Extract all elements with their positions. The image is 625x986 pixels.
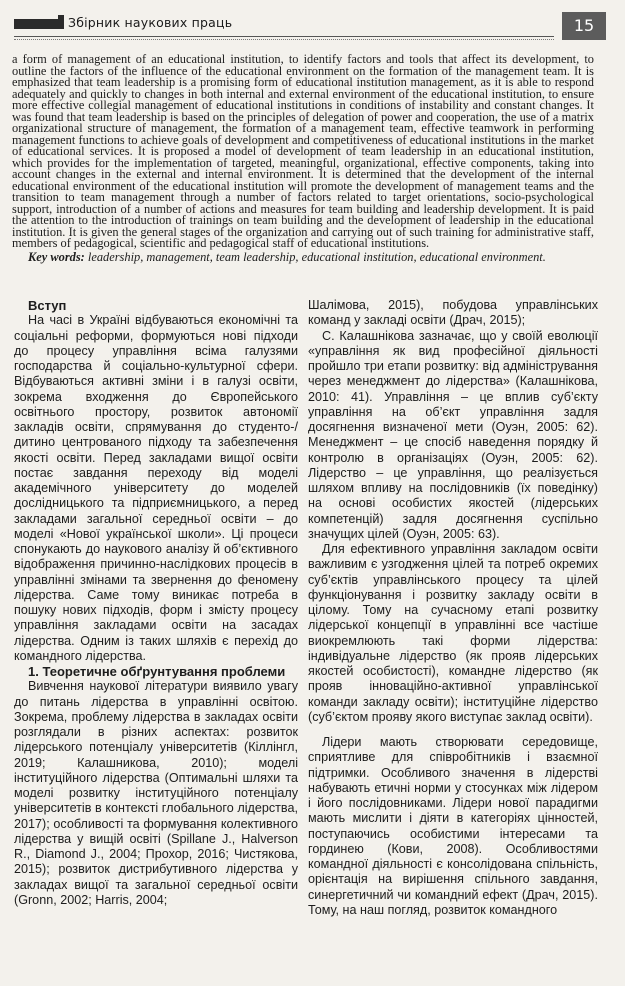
keywords-line <box>12 249 594 264</box>
header-dotted-rule <box>14 39 554 40</box>
page-number-box <box>562 12 606 40</box>
left-column <box>14 298 298 908</box>
page-header <box>14 12 610 42</box>
paragraph-gap <box>308 725 598 735</box>
right-paragraph-4: Лідери мають створювати середовище, сприятливе для співробітників і взаємної підтримки. Особливого значення в лідерстві набувають етичні норми у стосунках між лідером і його послідовниками. Лідери нової парадигми мають мислити і діяти в категоріях цінностей, поступаючись особистими інтересами та гординею (Кови, 2008). Особливостями командної діяльності є консолідована спільність, орієнтація на вирішення спільного завдання, синергетичний чи командний ефект (Драч, 2015). Тому, на наш погляд, розвиток командного <box>308 735 598 917</box>
right-paragraph-2: С. Калашнікова зазначає, що у своїй еволюції «управління як вид професійної діяльності пройшло три етапи розвитку: від адміністрування через менеджмент до лідерства» (Калашнікова, 2010: 41). Управління – це вплив суб’єкту управління на об’єкт управління задля досягнення визначеної мети (Оуэн, 2005: 62). Менеджмент – це спосіб наведення порядку й контролю в організаціях (Оуэн, 2005: 62). Лідерство – це управління, що реалізується шляхом впливу на послідовників (їх поведінку) на основі особистих якостей (лідерських компетенцій) задля досягнення суспільно значущих цілей (Оуэн, 2005: 63). <box>308 328 598 541</box>
intro-heading: Вступ <box>28 298 67 313</box>
section-heading: 1. Теоретичне обґрунтування проблеми <box>28 664 286 679</box>
header-decoration <box>14 19 58 29</box>
right-paragraph-3: Для ефективного управління закладом освіти важливим є узгодження цілей та потреб окремих суб’єктів управлінського процесу та цілей функціонування і розвитку закладу освіти в цілому. Тому на сучасному етапі розвитку лідерської концепції в управлінні все частіше виокремлюють такі форми лідерства: індивідуальне лідерство (як прояв лідерських якостей особистості), командне лідерство (як прояв інноваційно-активної управлінської команди закладу освіти); інституційне лідерство (суб’єктом прояву якого виступає заклад освіти). <box>308 542 598 724</box>
page-number: 15 <box>573 16 595 35</box>
section-paragraph: Вивчення наукової літератури виявило увагу до питань лідерства в управлінні освітою. Зокрема, проблему лідерства в закладах освіти розглядали в різних аспектах: розвиток лідерського потенціалу університетів (Кіллінгл, 2019; Калашникова, 2010); моделі інституційного лідерства (Оптимальні шляхи та моделі розвитку інституційного потенціалу університетів в контексті глобального лідерства, 2017); особливості та формування колективного лідерства у вищій освіті (Spillane J., Halverson R., Diamond J., 2004; Прохор, 2016; Чистякова, 2015); розвиток дистрибутивного лідерства у закладах вищої та загальної середньої освіти (Gronn, 2002; Harris, 2004; <box>14 679 298 907</box>
right-paragraph-1: Шалімова, 2015), побудова управлінських команд у закладі освіти (Драч, 2015); <box>308 298 598 328</box>
intro-paragraph: На часі в Україні відбуваються економічні та соціальні реформи, формуються нові підходи до процесу управління всіма галузями господарства й соціально-культурної сфери. Відбуваються активні зміни і в галузі освіти, зокрема входження до Європейського освітнього простору, розвиток автономії закладів освіти, спрямування до студенто-/дитино центрованого підходу та забезпечення якості освіти. Перед закладами вищої освіти постає завдання переходу від моделі академічного університету до моделей дослідницького та підприємницького, а перед закладами загальної середньої освіти – до моделі «Нової української школи». Ці процеси спонукають до наукового аналізу й об’єктивного відображення причинно-наслідкових процесів в управлінні змінами та звернення до феномену лідерства. Саме тому виникає потреба в пошуку нових підходів, форм і змісту процесу управління закладами освіти на засадах лідерства. Одним із таких шляхів є перехід до командного лідерства. <box>14 313 298 663</box>
right-column <box>308 298 598 918</box>
keywords-text: leadership, management, team leadership, educational institution, educational environment. <box>87 249 546 264</box>
header-rule <box>14 36 554 37</box>
english-abstract <box>12 54 594 263</box>
abstract-text: a form of management of an educational institution, to identify factors and tools that affect its development, to outline the factors of the influence of the educational environment on the formation of the management team. It is emphasized that team leadership is a promising form of educational institution management, as it is able to respond adequately and quickly to changes in both internal and external environment of the educational institution, to ensure more effective collegial management of educational institutions in conditions of instability and constant changes. It was found that team leadership is based on the principles of delegation of power and cooperation, the use of a matrix organizational structure of management, the formation of a management team, effective teamwork in performing management functions to achieve goals of development and competitiveness of educational institutions in the market of educational services. It is proposed a model of development of team leadership in an educational institution, which provides for the implementation of targeted, meaningful, organizational, effective components, taking into account changes in the external and internal environment. It is determined that the development of the internal educational environment of the educational institution will promote the development of management teams and the transition to team management through a number of factors related to target orientations, socio-psychological support, introduction of a number of actions and measures for team building and leadership development. It is paid the attention to the introduction of trainings on team building and the development of leadership in the educational institution. It is given the general stages of the organization and carrying out of such training for administrative staff, members of pedagogical, scientific and pedagogical staff of educational institutions. <box>12 52 594 251</box>
keywords-label: Key words: <box>28 249 85 264</box>
header-decoration-bar <box>58 15 64 29</box>
journal-title: Збірник наукових праць <box>68 15 233 30</box>
